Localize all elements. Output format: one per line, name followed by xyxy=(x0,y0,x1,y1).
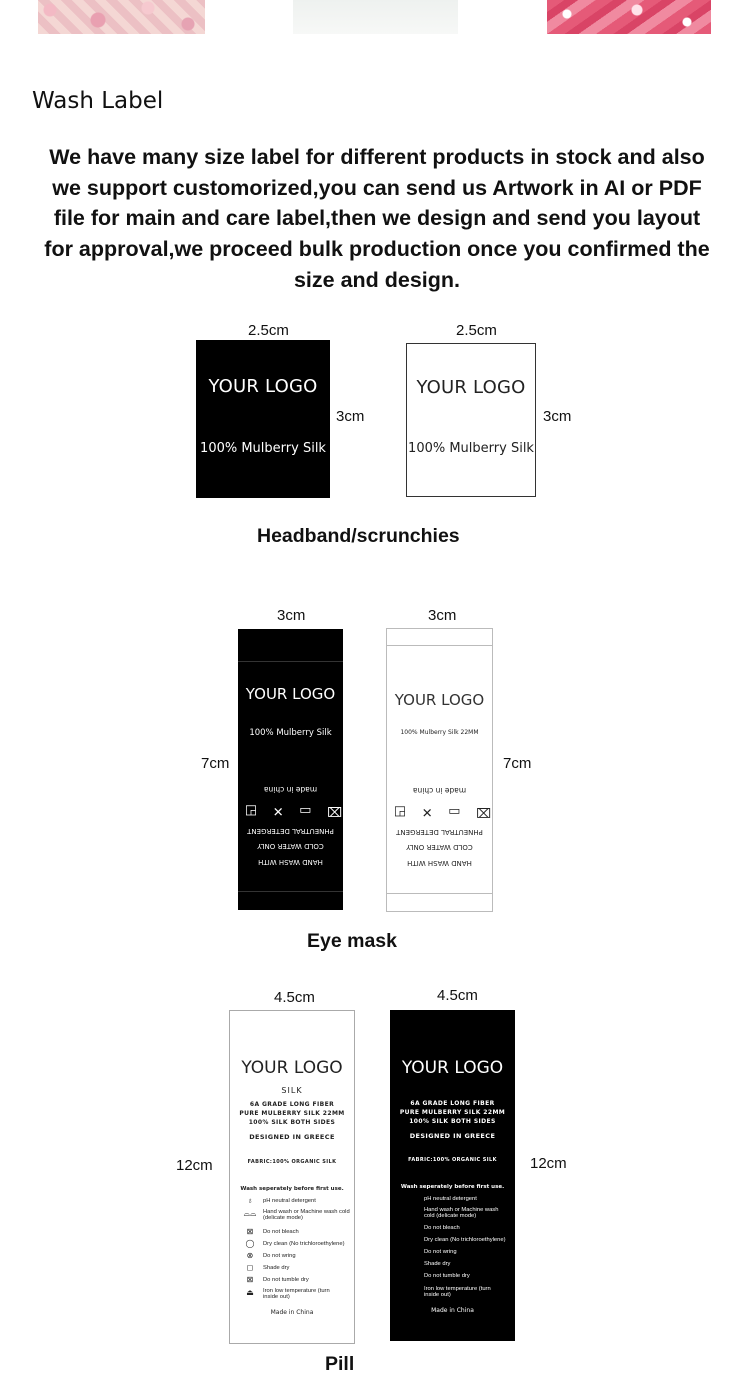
pillow-width-white: 4.5cm xyxy=(274,989,315,1006)
label-silk: SILK xyxy=(281,1086,303,1095)
spec-line-3: 100% SILK BOTH SIDES xyxy=(409,1118,496,1125)
no-bleach-icon: ⊠ xyxy=(246,1227,254,1236)
detergent-icon: ♁ xyxy=(247,1196,253,1205)
no-wring-icon: ⊗ xyxy=(246,1251,254,1260)
headband-label-white[interactable] xyxy=(406,343,536,497)
label-logo: YOUR LOGO xyxy=(241,1058,343,1078)
care-text: Iron low temperature (turn inside out) xyxy=(263,1288,330,1300)
wash-heading: Wash seperately before first use. xyxy=(240,1186,344,1192)
fold-line-top xyxy=(387,629,492,646)
label-made-in: made in china xyxy=(412,786,467,795)
wash-heading: Wash seperately before first use. xyxy=(400,1184,505,1190)
care-text: Iron low temperature (turn inside out) xyxy=(424,1286,491,1298)
label-designed: DESIGNED IN GREECE xyxy=(409,1132,496,1140)
care-text: Do not bleach xyxy=(263,1229,299,1235)
pillow-label-black[interactable] xyxy=(390,1010,515,1341)
label-made-in: Made in China xyxy=(431,1307,474,1314)
fabric-swatch-paisley-pink[interactable] xyxy=(38,0,205,34)
care-symbols-icon: ⌧ ▭ ✕ ◰ xyxy=(387,805,492,820)
care-text: Dry clean (No trichloroethylene) xyxy=(263,1241,345,1247)
label-logo: YOUR LOGO xyxy=(416,377,526,398)
pillow-label-white[interactable] xyxy=(229,1010,355,1344)
care-line-1: PHNEUTRAL DETERGENT xyxy=(247,827,334,835)
care-text: Do not tumble dry xyxy=(424,1273,470,1279)
eyemask-height-black: 7cm xyxy=(201,755,230,772)
label-fabric: FABRIC:100% ORGANIC SILK xyxy=(408,1157,497,1163)
care-text: Hand wash or Machine wash cold (delicate mode) xyxy=(424,1207,499,1219)
care-line-2: COLD WATER ONLY xyxy=(406,843,473,851)
fabric-swatch-white[interactable] xyxy=(293,0,458,34)
care-line-2: COLD WATER ONLY xyxy=(257,842,324,850)
spec-line-1: 6A GRADE LONG FIBER xyxy=(410,1100,495,1107)
pillow-width-black: 4.5cm xyxy=(437,987,478,1004)
fold-line-bottom xyxy=(238,891,343,908)
care-text: Do not tumble dry xyxy=(263,1277,309,1283)
spec-line-2: PURE MULBERRY SILK 22MM xyxy=(399,1109,506,1116)
pillow-height-white: 12cm xyxy=(176,1157,213,1174)
care-text: Do not wring xyxy=(263,1253,296,1259)
label-logo: YOUR LOGO xyxy=(245,685,336,703)
iron-low-icon: ⏏ xyxy=(246,1288,254,1297)
fold-line-bottom xyxy=(387,893,492,910)
label-logo: YOUR LOGO xyxy=(394,691,485,709)
care-line-1: PHNEUTRAL DETERGENT xyxy=(396,828,483,836)
label-fiber: 100% Mulberry Silk 22MM xyxy=(400,729,479,736)
dry-clean-icon: ◯ xyxy=(245,1239,255,1248)
care-symbols-icon: ⌧ ▭ ✕ ◰ xyxy=(238,804,343,819)
care-text: Dry clean (No trichloroethylene) xyxy=(424,1237,506,1243)
label-designed: DESIGNED IN GREECE xyxy=(249,1133,335,1141)
care-text: pH neutral detergent xyxy=(263,1198,316,1204)
label-logo: YOUR LOGO xyxy=(208,376,318,397)
care-line-3: HAND WASH WITH xyxy=(407,859,472,867)
eyemask-caption: Eye mask xyxy=(307,930,397,952)
headband-label-black[interactable] xyxy=(196,340,330,498)
spec-line-3: 100% SILK BOTH SIDES xyxy=(248,1119,336,1126)
section-description: We have many size label for different products in stock and also we support customorized,you can send us Artwork in AI or PDF file for main and care label,then we design and send you layout for approval,we proceed bulk production once you confirmed the size and design. xyxy=(44,145,710,292)
headband-height-black: 3cm xyxy=(336,408,365,425)
pillow-caption: Pill xyxy=(325,1353,355,1375)
care-text: Shade dry xyxy=(263,1265,290,1271)
section-title: Wash Label xyxy=(32,88,164,114)
shade-dry-icon: ◻ xyxy=(246,1263,254,1272)
eyemask-width-black: 3cm xyxy=(277,607,306,624)
eyemask-label-white[interactable] xyxy=(386,628,493,912)
label-fiber: 100% Mulberry Silk xyxy=(200,441,326,456)
headband-caption: Headband/scrunchies xyxy=(257,525,460,547)
label-fiber: 100% Mulberry Silk xyxy=(408,441,534,456)
headband-width-black: 2.5cm xyxy=(248,322,289,339)
hand-wash-icon: ⌓⌓ xyxy=(243,1209,257,1218)
care-text: pH neutral detergent xyxy=(424,1196,477,1202)
spec-line-2: PURE MULBERRY SILK 22MM xyxy=(239,1110,345,1117)
label-fabric: FABRIC:100% ORGANIC SILK xyxy=(247,1159,337,1165)
fabric-swatch-paisley-red[interactable] xyxy=(547,0,711,34)
care-text: Shade dry xyxy=(424,1261,451,1267)
pillow-height-black: 12cm xyxy=(530,1155,567,1172)
care-text: Do not bleach xyxy=(424,1225,460,1231)
label-made-in: Made in China xyxy=(270,1309,314,1316)
fold-line-top xyxy=(238,645,343,662)
no-tumble-dry-icon: ⊠ xyxy=(246,1275,254,1284)
label-made-in: made in china xyxy=(263,785,318,794)
eyemask-height-white: 7cm xyxy=(503,755,532,772)
care-text: Hand wash or Machine wash cold (delicate mode) xyxy=(263,1209,350,1221)
care-line-3: HAND WASH WITH xyxy=(258,858,323,866)
label-logo: YOUR LOGO xyxy=(401,1058,504,1078)
care-text: Do not wring xyxy=(424,1249,457,1255)
eyemask-label-black[interactable] xyxy=(238,629,343,910)
label-fiber: 100% Mulberry Silk xyxy=(249,728,332,738)
eyemask-width-white: 3cm xyxy=(428,607,457,624)
headband-width-white: 2.5cm xyxy=(456,322,497,339)
spec-line-1: 6A GRADE LONG FIBER xyxy=(249,1101,335,1108)
headband-height-white: 3cm xyxy=(543,408,572,425)
